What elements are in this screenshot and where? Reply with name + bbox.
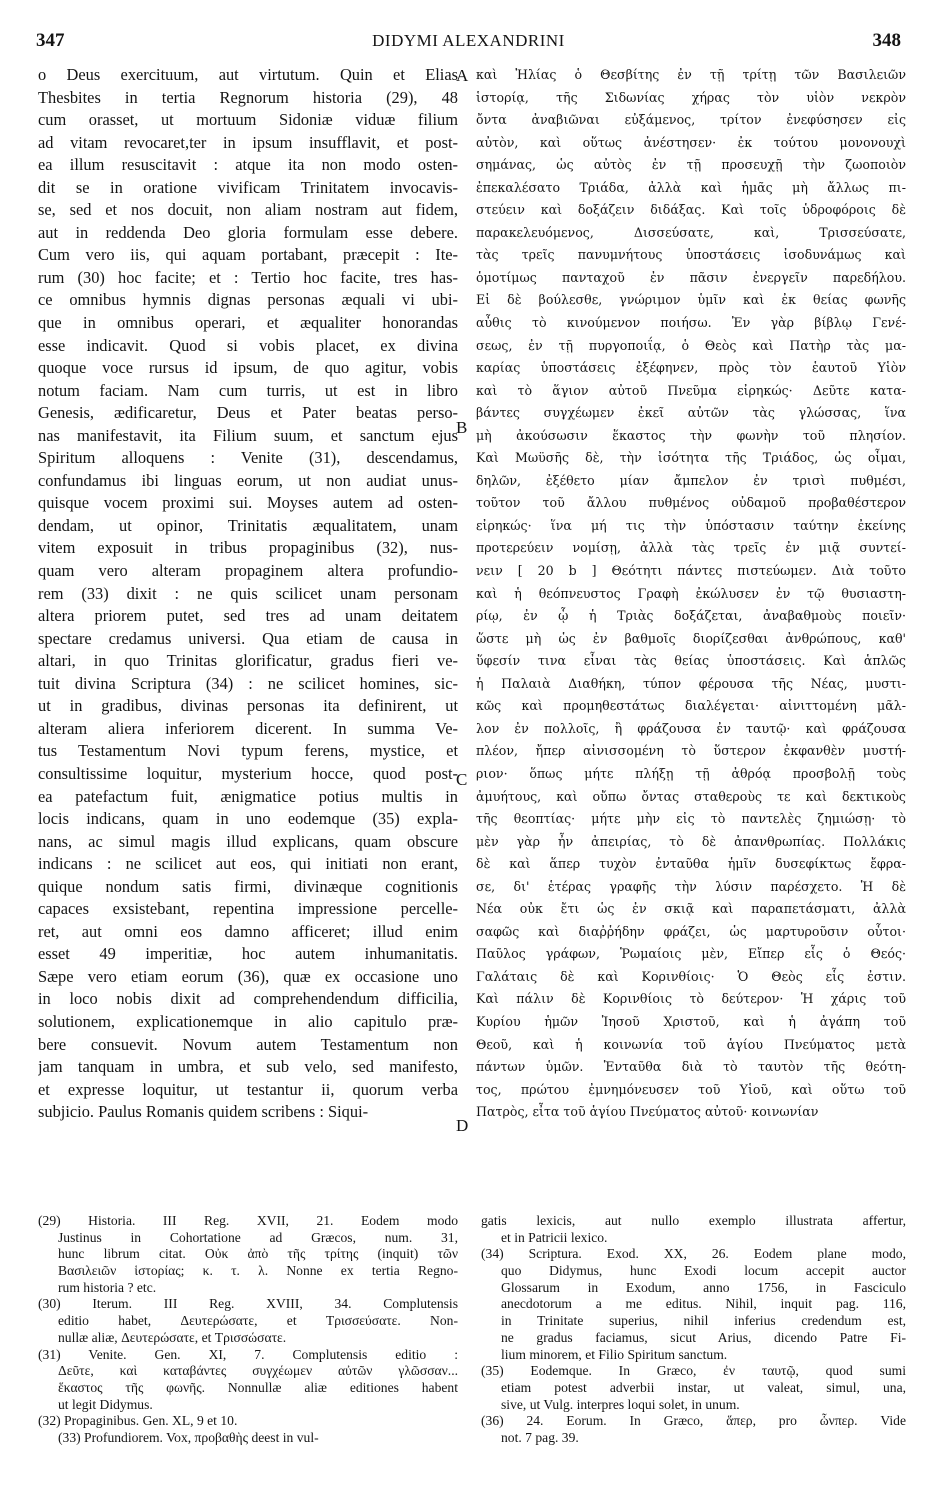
text-line: ὄντα ἀναβιῶναι εὐξάμενος, τρίτον ἐνεφύσησεν εἰς <box>476 112 906 128</box>
footnote-line: anecdotorum a me editus. Nihil, inquit pag. 116, <box>501 1296 906 1312</box>
text-line: dit se in oratione vivificam Trinitatem invocavis- <box>38 177 458 197</box>
footnote-line: Justinus in Cohortatione ad Græcos, num. 31, <box>58 1229 458 1245</box>
text-line: Πατρὸς, εἶτα τοῦ ἁγίου Πνεύματος αὐτοῦ· κοινωνίαν <box>476 1104 819 1120</box>
text-line: dendam, ut opinor, Trinitatis æqualitatem, unam <box>38 515 458 535</box>
text-line: vitem exposuit in tribus propaginibus (32), nus- <box>38 538 458 558</box>
text-line: aut in reddenda Deo gloria formulam esse debere. <box>38 222 458 242</box>
text-line: ἀμυήτους, καὶ οὔπω ὄντας σταθεροὺς τε καὶ δεκτικοὺς <box>476 788 906 804</box>
text-line: μὲν γὰρ ἦν ἀπειρίας, τὸ δὲ ἀπανθρωπίας. Πολλάκις <box>476 833 906 849</box>
text-line: o Deus exercituum, aut virtutum. Quin et Elias <box>38 65 458 84</box>
footnote-line: Δεῦτε, καὶ καταβάντες συγχέωμεν αὐτῶν γλῶσσαν... <box>58 1363 458 1379</box>
text-line: spectare credamus universi. Qua etiam de causa in <box>38 628 458 648</box>
text-line: Sæpe vero etiam eorum (36), quæ ex occasione uno <box>38 966 458 986</box>
text-line: subjicio. Paulus Romanis quidem scribens : Siqui- <box>38 1102 369 1122</box>
text-line: νειν [ 20 b ] Θεότητι πάντες πιστεύωμεν. Διὰ τοῦτο <box>476 563 906 579</box>
text-line: σεως, ἐν τῇ πυργοποιΐᾳ, ὁ Θεὸς καὶ Πατὴρ τὰς μα- <box>476 337 906 353</box>
text-line: μὴ ἀκούσωσιν ἕκαστος τὴν φωνὴν τοῦ πλησίον. <box>476 427 906 443</box>
text-line: καὶ Ἠλίας ὁ Θεσβίτης ἐν τῇ τρίτῃ τῶν Βασιλειῶν <box>476 67 906 82</box>
text-line: indicans : ne scilicet aut eos, qui initiati non erant, <box>38 854 458 874</box>
text-line: στεύειν καὶ δοξάζειν διδάξας. Καὶ τοῖς ὑδροφόροις δὲ <box>476 202 906 218</box>
text-line: Καὶ Μωϋσῆς δὲ, τὴν ἰσότητα τῆς Τριάδος, ὡς οἶμαι, <box>476 450 906 466</box>
running-title: DIDYMI ALEXANDRINI <box>372 31 565 50</box>
text-line: τῆς θεοπτίας· μήτε μὴν εἰς τὸ παντελὲς ζημιώσῃ· τὸ <box>476 811 906 827</box>
footnote-line: gatis lexicis, aut nullo exemplo illustrata affertur, <box>481 1213 906 1228</box>
section-marker-b: B <box>456 418 468 437</box>
text-line: solutionem, explicationemque in alio capitulo præ- <box>38 1011 458 1031</box>
footnote-line: (33) Profundiorem. Vox, προβαθὴς deest in vul- <box>58 1429 319 1445</box>
footnote-line: in Trinitate superius, nihil inferius credendum est, <box>501 1313 906 1329</box>
footnotes-left-column <box>38 1213 458 1447</box>
footnote-line: (34) Scriptura. Exod. XX, 26. Eodem plane modo, <box>481 1246 906 1262</box>
text-line: σαφῶς καὶ διαῤῥήδην φράζει, ὡς μαρτυροῦσιν οὗτοι· <box>476 923 906 939</box>
text-line: ὕφεσίν τινα εἶναι τὰς θείας ὑποστάσεις. Καὶ ἁπλῶς <box>476 653 906 669</box>
text-line: altera priorem putet, sed tres ad unam deitatem <box>38 606 458 626</box>
text-line: τοῦτον τοῦ ἄλλου πυθμένος οὐδαμοῦ προβαθέστερον <box>476 495 906 511</box>
footnote-line: (30) Iterum. III Reg. XVIII, 34. Complutensis <box>38 1296 458 1312</box>
text-line: λον ἐν πολλοῖς, ἢ φράζουσα ἐν ταυτῷ· καὶ φράζουσα <box>476 720 906 736</box>
text-line: βάντες συγχέωμεν ἐκεῖ αὐτῶν τὰς γλώσσας, ἵνα <box>476 405 906 421</box>
text-line: Καὶ πάλιν δὲ Κορινθίοις τὸ δεύτερον· Ἡ χάρις τοῦ <box>476 991 906 1007</box>
text-line: quoque voce rursus id ipsum, de quo agitur, vobis <box>38 358 458 378</box>
footnote-line: ne gradus faciamus, sicut Arius, dicendo Patre Fi- <box>501 1329 906 1345</box>
text-line: ριον· ὅπως μήτε πλήξῃ τῇ ἀθρόᾳ προσβολῇ τοὺς <box>476 765 906 781</box>
section-marker-d: D <box>456 1116 469 1135</box>
text-line: capaces exsistebant, repentina impressione percelle- <box>38 899 458 919</box>
text-line: ἐπεκαλέσατο Τριάδα, ἀλλὰ καὶ ἡμᾶς μὴ ἄλλως πι- <box>476 179 906 195</box>
footnote-line: quo Didymus, hunc Exodi locum accepit auctor <box>501 1263 906 1279</box>
text-line: cum orasset, ut mortuum Sidoniæ viduæ filium <box>38 110 458 130</box>
page-number-left: 347 <box>36 30 65 51</box>
text-line: ὥστε μὴ ὡς ἐν βαθμοῖς διορίζεσθαι ἀνθρώπους, καθ' <box>476 630 906 646</box>
text-line: Θεοῦ, καὶ ἡ κοινωνία τοῦ ἁγίου Πνεύματος μετὰ <box>476 1036 906 1052</box>
text-line: πάντων ὑμῶν. Ἐνταῦθα διὰ τὸ ταυτὸν τῆς θεότη- <box>476 1059 906 1075</box>
text-line: tus Testamentum Novi typum ferens, mystice, et <box>38 741 458 761</box>
footnote-line: (36) 24. Eorum. In Græco, ἅπερ, pro ὧνπερ. Vide <box>481 1413 906 1429</box>
footnote-line: ut legit Didymus. <box>58 1396 153 1412</box>
text-line: quam vero alteram propaginem altera profundio- <box>38 561 458 581</box>
text-line: notum faciam. Nam cum turris, ut est in libro <box>38 380 458 400</box>
text-line: Spiritum alloquens : Venite (31), descendamus, <box>38 448 458 468</box>
text-line: ρίῳ, ἐν ᾧ ἡ Τριὰς δοξάζεται, ἀναβαθμοὺς ποιεῖν· <box>476 608 906 624</box>
text-line: que in omnibus operari, et æqualiter honorandas <box>38 313 458 333</box>
page-header <box>36 30 901 54</box>
text-line: ἡ Παλαιὰ Διαθήκη, τύπον φέρουσα τῆς Νέας, μυστι- <box>476 675 906 691</box>
text-line: καὶ τὸ ἅγιον αὐτοῦ Πνεῦμα εἰρηκώς· Δεῦτε κατα- <box>476 382 906 398</box>
text-line: jam tanquam in umbra, et sub velo, sed manifesto, <box>38 1057 458 1077</box>
text-line: καρίας ὑποστάσεις ἐξέφηνεν, πρὸς τὸν ἑαυτοῦ Υἱὸν <box>476 360 906 376</box>
text-line: προτερεύειν νομίσῃ, ἀλλὰ τὰς τρεῖς ἐν μιᾷ συντεί- <box>476 540 906 556</box>
text-line: ὁμοτίμως πανταχοῦ ἐν πᾶσιν ἐνεργεῖν παρεδήλου. <box>476 269 906 285</box>
text-line: ut in gradibus, divinas personas ita definirent, ut <box>38 696 458 716</box>
footnote-line: not. 7 pag. 39. <box>501 1429 579 1445</box>
footnote-line: (35) Eodemque. In Græco, ἐν ταυτῷ, quod sumi <box>481 1363 906 1379</box>
text-line: Παῦλος γράφων, Ῥωμαίοις μὲν, Εἴπερ εἷς ὁ Θεός· <box>476 946 906 962</box>
footnote-line: Βασιλειῶν ἱστορίας; κ. τ. λ. Nonne ex tertia Regno- <box>58 1263 458 1279</box>
text-line: παρακελευόμενος, Δισσεύσατε, καὶ, Τρισσεύσατε, <box>476 224 906 240</box>
text-line: esset 49 imperitiæ, hoc autem inhumanitatis. <box>38 944 458 964</box>
footnote-line: lium minorem, et Filio Spiritum sanctum. <box>501 1346 728 1362</box>
text-line: καὶ ἡ θεόπνευστος Γραφὴ ἐκώλυσεν ἐν τῷ θυσιαστη- <box>476 585 906 601</box>
footnote-line: editio habet, Δευτερώσατε, et Τρισσεύσατε. Non- <box>58 1313 458 1329</box>
footnote-line: nullæ aliæ, Δευτερώσατε, et Τρισσώσατε. <box>58 1329 287 1345</box>
text-line: esse indicavit. Quod si vobis placet, ex divina <box>38 335 458 355</box>
footnote-line: hunc librum citat. Οὐκ ἀπὸ τῆς τρίτης (inquit) τῶν <box>58 1246 458 1262</box>
text-line: ad vitam revocaret,ter in ipsum insufflavit, et post- <box>38 132 458 152</box>
footnote-line: (29) Historia. III Reg. XVII, 21. Eodem modo <box>38 1213 458 1228</box>
footnotes-right-column <box>481 1213 906 1447</box>
footnote-line: Glossarum in Exodum, anno 1756, in Fasciculo <box>501 1279 906 1295</box>
footnote-line: ἕκαστος τῆς φωνῆς. Nonnullæ aliæ editiones habent <box>58 1379 458 1395</box>
text-line: locis indicans, quam in uno eodemque (35) expla- <box>38 809 458 829</box>
text-line: τος, πρώτου ἐμνημόνευσεν τοῦ Υἱοῦ, καὶ οὕτω τοῦ <box>476 1081 906 1097</box>
text-line: πλέον, ἤπερ αἰνισσομένη τὸ ὕστερον ἐκφανθὲν μυστή- <box>476 743 906 759</box>
greek-text-column <box>476 64 906 1124</box>
text-line: δὲ καὶ ἅπερ τυχὸν ἐνταῦθα ἡμῖν δυσεφίκτως ἔφρα- <box>476 856 906 872</box>
text-line: σε, δι' ἑτέρας γραφῆς τὴν λύσιν παρέσχετο. Ἡ δὲ <box>476 878 906 894</box>
footnote-line: etiam potest adverbii instar, ut valeat, simul, una, <box>501 1379 906 1395</box>
text-line: alteram aliera inferiorem dicerent. In summa Ve- <box>38 718 458 738</box>
text-line: ἱστορίᾳ, τῆς Σιδωνίας χήρας τὸν υἱὸν νεκρὸν <box>476 89 906 105</box>
text-line: confundamus ibi linguas eorum, ut non audiat unus- <box>38 470 458 490</box>
text-line: Cum vero iis, qui aquam portabant, præcepit : Ite- <box>38 245 458 265</box>
footnote-line: et in Patricii lexico. <box>501 1229 608 1245</box>
text-line: consultissime loquitur, mysterium hocce, quod post- <box>38 763 458 783</box>
text-line: quique nondum satis firmi, divinæque cognitionis <box>38 876 458 896</box>
text-line: nas manifestavit, ita Filium suum, et sanctum ejus <box>38 425 458 445</box>
text-line: Κυρίου ἡμῶν Ἰησοῦ Χριστοῦ, καὶ ἡ ἀγάπη τοῦ <box>476 1013 906 1029</box>
text-line: nans, ac simul magis illud explicans, quam obscure <box>38 831 458 851</box>
text-line: σημάνας, ὡς αὐτὸς ἐν τῇ προσευχῇ τὴν ζωοποιὸν <box>476 157 906 173</box>
text-line: κῶς καὶ προμηθεστάτως διαλέγεται· αἰνιττομένη μᾶλ- <box>476 698 906 714</box>
text-line: Genesis, ædificaretur, Deus et Pater beatas perso- <box>38 403 458 423</box>
text-line: et expresse loquitur, ut testantur ii, quorum verba <box>38 1079 458 1099</box>
text-line: altari, in quo Trinitas glorificatur, gradus fieri ve- <box>38 651 458 671</box>
latin-text-column <box>38 64 458 1124</box>
text-line: ret, aut omni eos damno afficeret; illud enim <box>38 921 458 941</box>
text-line: αὖθις τὸ κινούμενον ποιήσω. Ἐν γὰρ βίβλῳ Γενέ- <box>476 315 906 331</box>
text-line: rum (30) hoc facite; et : Tertio hoc facite, tres has- <box>38 267 458 287</box>
page-number-right: 348 <box>872 30 901 51</box>
text-line: εἰρηκώς· ἵνα μή τις τὴν ὑπόστασιν ταύτην ἐκείνης <box>476 517 906 533</box>
text-line: in loco nobis dixit ad comprehendendum difficilia, <box>38 989 458 1009</box>
text-line: bere consuevit. Novum autem Testamentum non <box>38 1034 458 1054</box>
text-line: ce omnibus hymnis dignas personas æquali vi ubi- <box>38 290 458 310</box>
text-line: tuit divina Scriptura (34) : ne scilicet homines, sic- <box>38 673 458 693</box>
footnote-line: rum historia ? etc. <box>58 1279 157 1295</box>
text-line: rem (33) dixit : ne quis scilicet unam personam <box>38 583 458 603</box>
text-line: Γαλάταις δὲ καὶ Κορινθίοις· Ὁ Θεὸς εἷς ἐστιν. <box>476 968 906 984</box>
text-line: Εἰ δὲ βούλεσθε, γνώριμον ὑμῖν καὶ ἐκ θείας φωνῆς <box>476 292 906 308</box>
footnote-line: (31) Venite. Gen. XI, 7. Complutensis editio : <box>38 1346 458 1362</box>
section-marker-a: A <box>456 66 469 85</box>
text-line: δηλῶν, ἐξέθετο μίαν ἄμπελον ἐν τρισὶ πυθμέσι, <box>476 472 906 488</box>
section-marker-c: C <box>456 770 468 789</box>
text-line: ea patefactum fuit, ænigmatice potius multis in <box>38 786 458 806</box>
text-line: se, sed et nos docuit, non aliam nostram aut fidem, <box>38 200 458 220</box>
text-line: τὰς τρεῖς πανυμνήτους ὑποστάσεις ἰσοδυνάμως καὶ <box>476 247 906 263</box>
footnote-line: (32) Propaginibus. Gen. XL, 9 et 10. <box>38 1413 238 1429</box>
text-line: Νέα οὐκ ἔτι ὡς ἐν σκιᾷ καὶ παραπετάσματι, ἀλλὰ <box>476 901 906 917</box>
text-line: Thesbites in tertia Regnorum historia (29), 48 <box>38 87 458 107</box>
text-line: ea illum resuscitavit : atque ita non modo osten- <box>38 155 458 175</box>
text-line: αὐτὸν, καὶ οὕτως ἀνέστησεν· ἐκ τούτου μονονουχὶ <box>476 134 906 150</box>
text-line: quisque vocem proximi sui. Moyses autem ad osten- <box>38 493 458 513</box>
footnote-line: sive, ut Vulg. interpres loqui solet, in unum. <box>501 1396 740 1412</box>
